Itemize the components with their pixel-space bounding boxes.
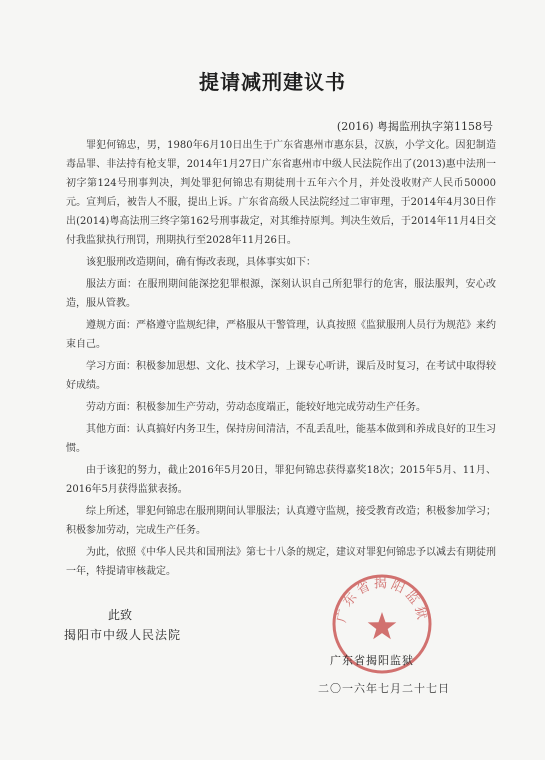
paragraph-case-background: 罪犯何锦忠，男，1980年6月10日出生于广东省惠州市惠东县，汉族，小学文化。因犯制造毒品罪、非法持有枪支罪，2014年1月27日广东省惠州市中级人民法院作出了(2013)惠中法刑一初字第124号刑事判决，判处罪犯何锦忠有期徒刑十五年六个月，并处没收财产人民币50000元。宣判后，被告人不服，提出上诉。广东省高级人民法院经过二审审理，于2014年4月30日作出(2014)粤高法刑三终字第162号刑事裁定，对其维持原判。判决生效后，于2014年11月4日交付我监狱执行刑罚，刑期执行至2028年11月26日。 <box>66 140 496 246</box>
document-date: 二〇一六年七月二十七日 <box>318 682 450 695</box>
paragraph-study: 学习方面：积极参加思想、文化、技术学习，上课专心听讲，课后及时复习，在考试中取得较好成绩。 <box>66 361 496 391</box>
paragraph-rewards: 由于该犯的努力，截止2016年5月20日，罪犯何锦忠获得嘉奖18次；2015年5月、11月、2016年5月获得监狱表扬。 <box>66 465 496 495</box>
paragraph-other: 其他方面：认真搞好内务卫生，保持房间清洁，不乱丢乱吐，能基本做到和养成良好的卫生习惯。 <box>66 424 496 454</box>
paragraph-intro: 该犯服刑改造期间，确有悔改表现，具体事实如下： <box>86 257 316 268</box>
paragraph-summary: 综上所述，罪犯何锦忠在服刑期间认罪服法；认真遵守监规，接受教育改造；积极参加学习；积极参加劳动，完成生产任务。 <box>66 506 496 536</box>
paragraph-labor: 劳动方面：积极参加生产劳动，劳动态度端正，能较好地完成劳动生产任务。 <box>86 402 426 413</box>
paragraph-discipline: 遵规方面：严格遵守监规纪律，严格服从干警管理，认真按照《监狱服刑人员行为规范》来约束自己。 <box>66 320 496 350</box>
sender-name: 广东省揭阳监狱 <box>330 654 414 667</box>
star-icon <box>368 612 397 639</box>
paragraph-recommendation: 为此，依照《中华人民共和国刑法》第七十八条的规定，建议对罪犯何锦忠予以减去有期徒刑一年，特提请审核裁定。 <box>66 547 496 577</box>
document-body <box>66 136 496 584</box>
salutation: 此致 <box>108 608 133 622</box>
document-title: 提请减刑建议书 <box>199 70 346 94</box>
paragraph-law-abiding: 服法方面：在服刑期间能深挖犯罪根源，深刻认识自己所犯罪行的危害，服法服判，安心改造，服从管教。 <box>66 279 496 309</box>
seal-text: 广东省揭阳监狱 <box>334 576 430 624</box>
document-number: (2016) 粤揭监刑执字第1158号 <box>336 120 493 133</box>
recipient: 揭阳市中级人民法院 <box>64 628 182 642</box>
